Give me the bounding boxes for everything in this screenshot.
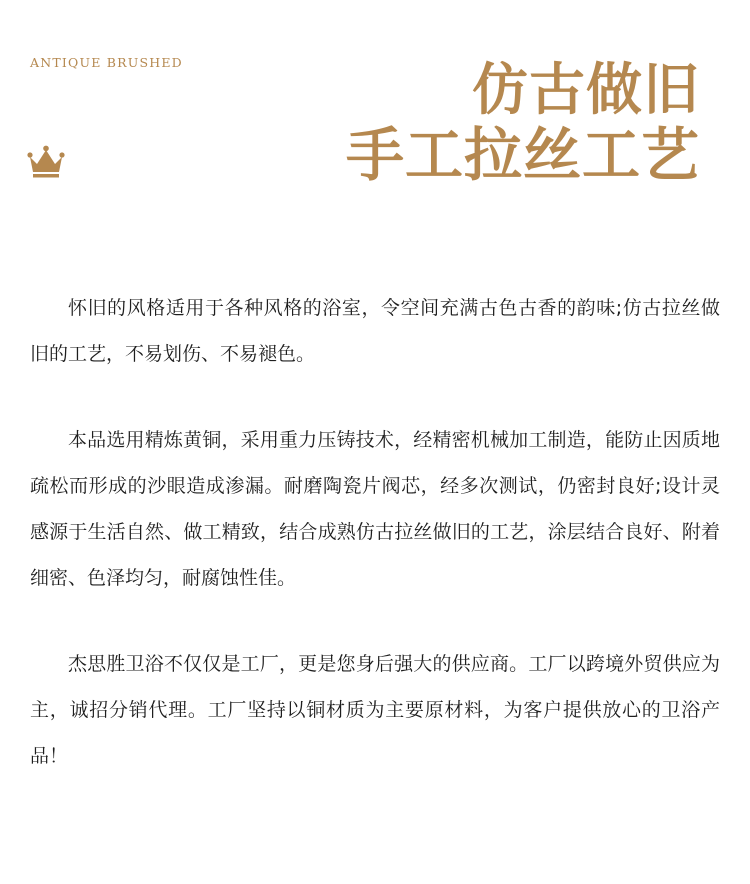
crown-icon — [27, 145, 65, 179]
title-line-2: 手工拉丝工艺 — [345, 121, 700, 189]
title-line-1: 仿古做旧 — [472, 57, 700, 123]
header — [0, 0, 750, 240]
paragraph-material: 本品选用精炼黄铜，采用重力压铸技术，经精密机械加工制造，能防止因质地疏松而形成的沙眼造成渗漏。耐磨陶瓷片阀芯，经多次测试，仍密封良好;设计灵感源于生活自然、做工精致，结合成熟仿古拉丝做旧的工艺，涂层结合良好、附着细密、色泽均匀，耐腐蚀性佳。 — [30, 429, 720, 589]
subtitle-english: ANTIQUE BRUSHED — [30, 55, 183, 70]
paragraph-company: 杰思胜卫浴不仅仅是工厂，更是您身后强大的供应商。工厂以跨境外贸供应为主，诚招分销代理。工厂坚持以铜材质为主要原材料，为客户提供放心的卫浴产品！ — [30, 653, 720, 767]
body-text — [30, 285, 720, 819]
paragraph-style: 怀旧的风格适用于各种风格的浴室，令空间充满古色古香的韵味;仿古拉丝做旧的工艺，不易划伤、不易褪色。 — [30, 297, 720, 365]
